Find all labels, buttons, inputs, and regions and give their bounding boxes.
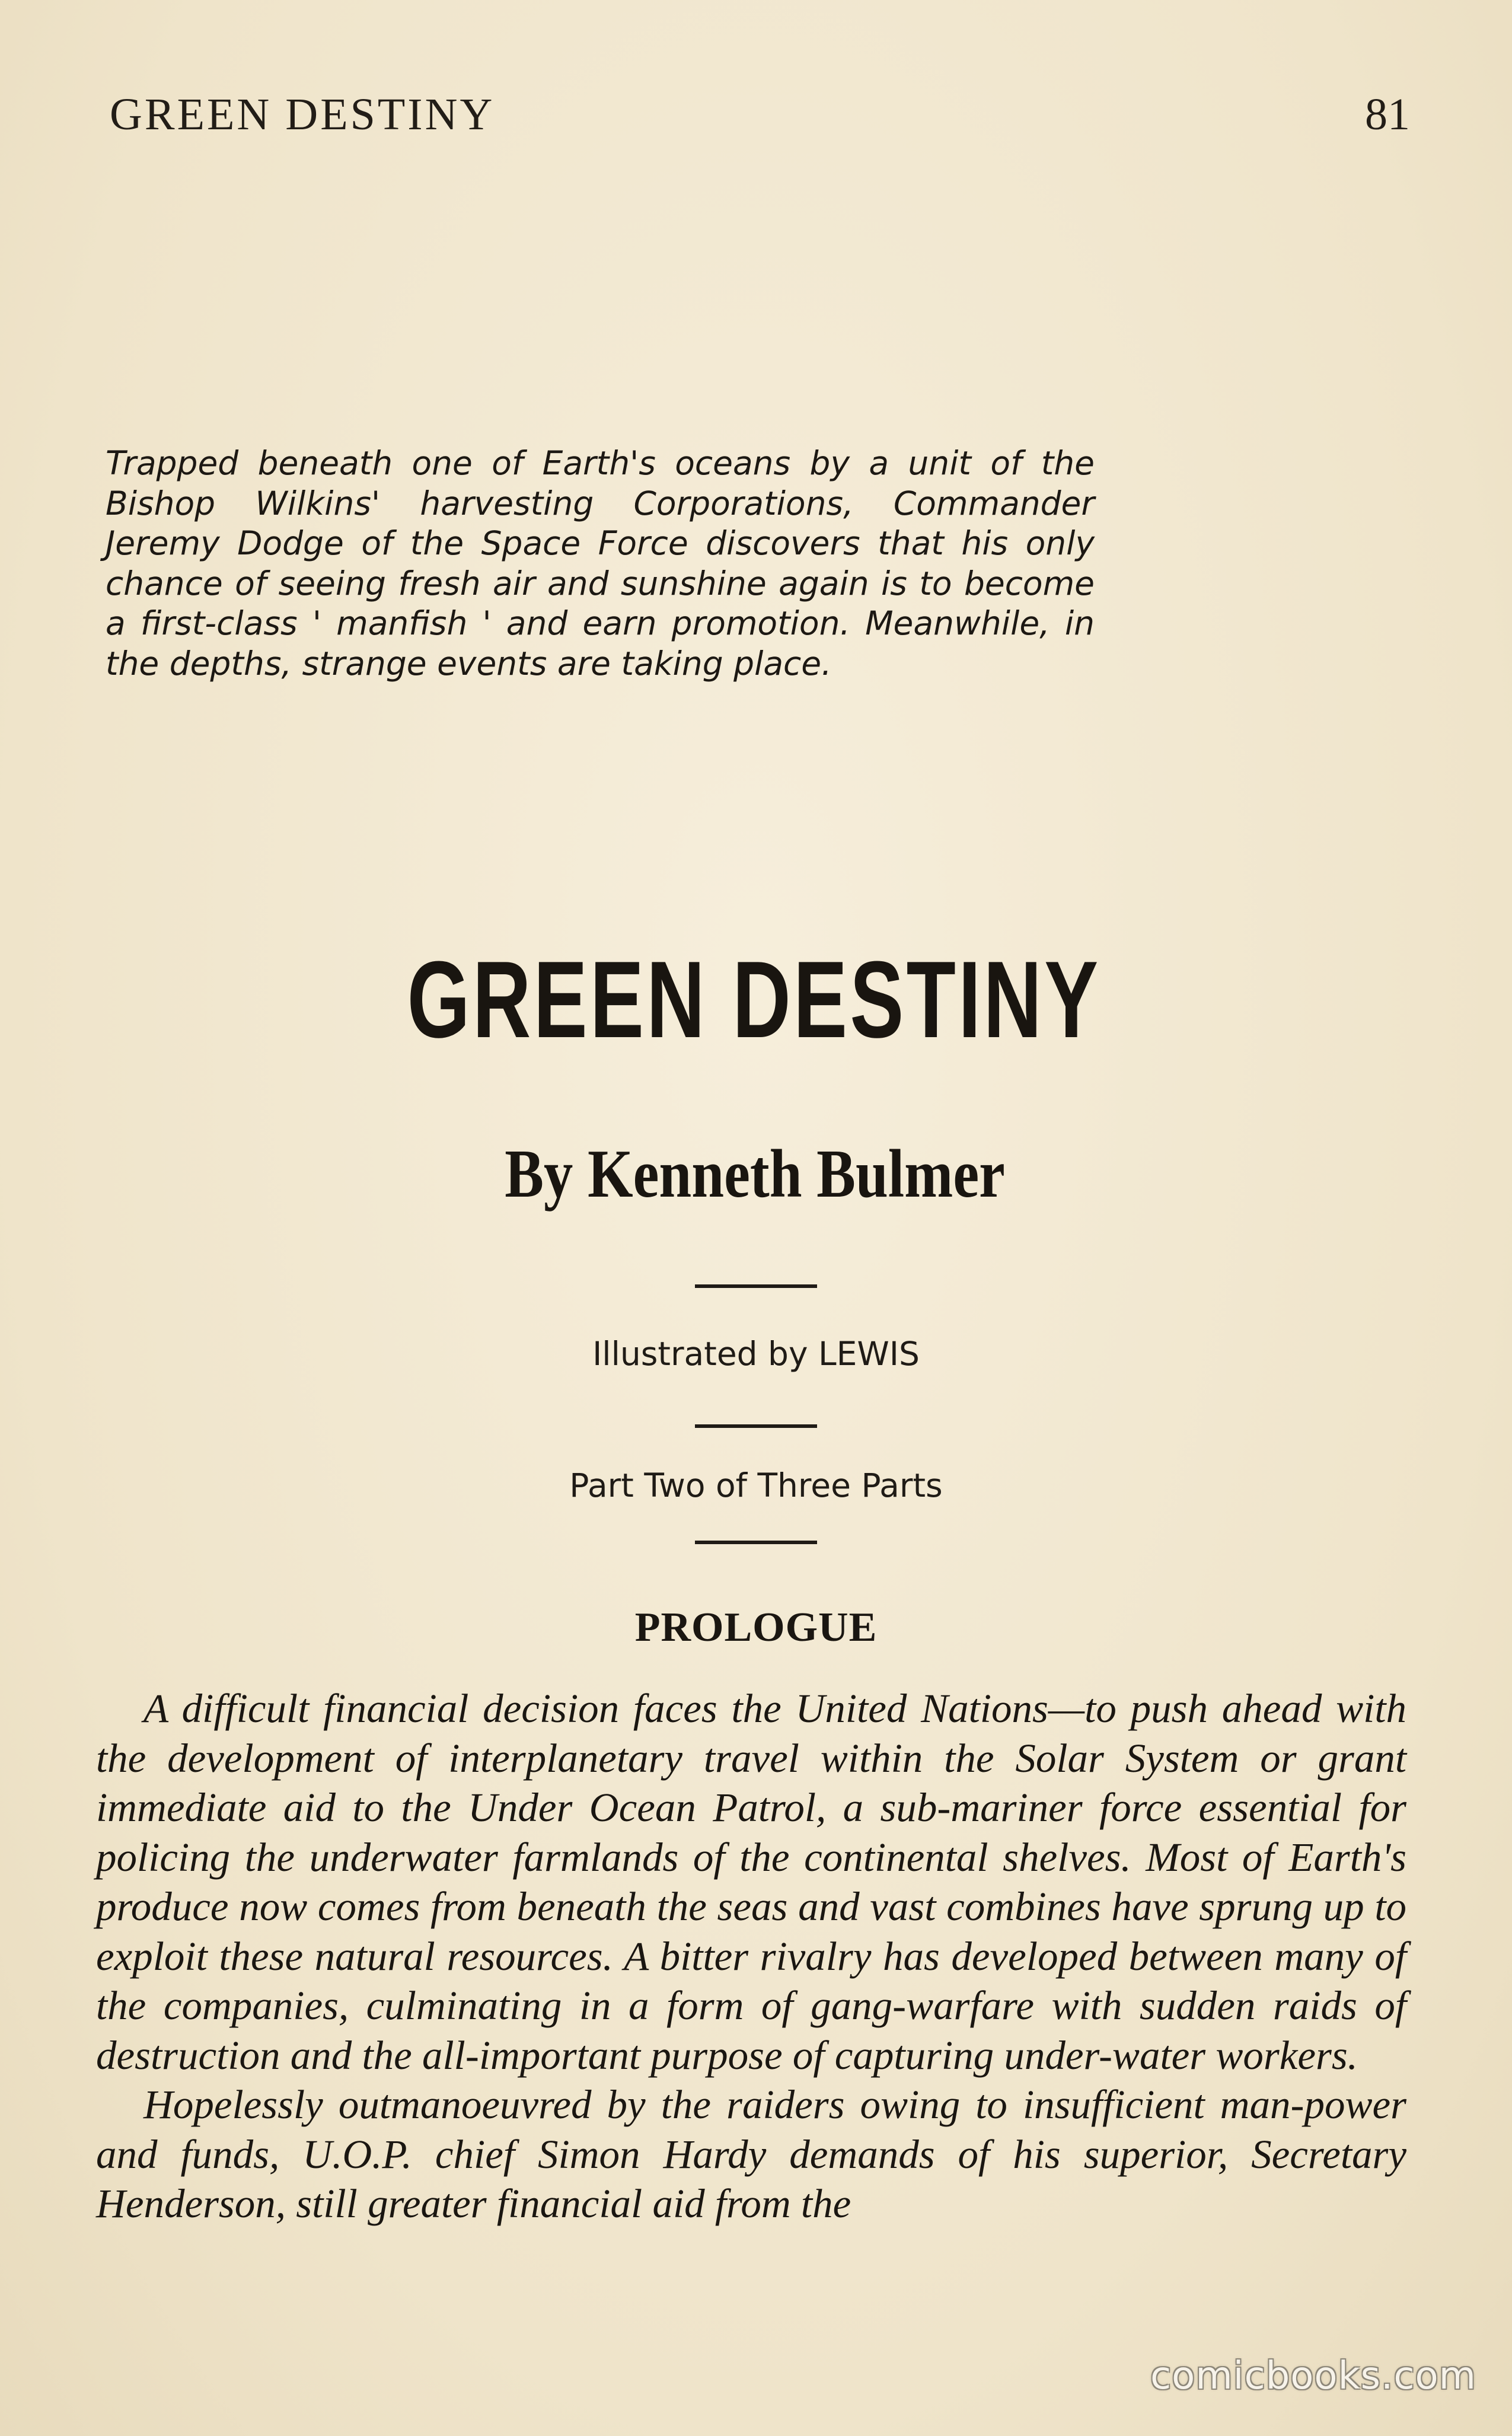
divider-rule	[695, 1284, 817, 1288]
running-title: GREEN DESTINY	[110, 90, 495, 139]
prologue-heading: PROLOGUE	[634, 1605, 878, 1650]
illustrator-credit: Illustrated by LEWIS	[592, 1335, 920, 1373]
story-synopsis: Trapped beneath one of Earth's oceans by a unit of the Bishop Wilkins' harvesting Corporations, Commander Jeremy Dodge of the Space Force discovers that his only chance of seeing fresh air and sunshine again is to become a first-class ' manfish ' and earn promotion. Meanwhile, in the depths, strange events are taking place.	[106, 444, 1095, 683]
divider-rule	[695, 1541, 817, 1544]
story-title: GREEN DESTINY	[407, 938, 1101, 1060]
prologue-paragraph: A difficult financial decision faces the United Nations—to push ahead with the development of interplanetary travel within the Solar System or grant immediate aid to the Under Ocean Patrol, a sub-mariner force essential for policing the underwater farmlands of the continental shelves. Most of Earth's produce now comes from beneath the seas and vast combines have sprung up to exploit these natural resources. A bitter rivalry has developed between many of the companies, culminating in a form of gang-warfare with sudden raids of destruction and the all-important purpose of capturing under-water workers.	[96, 1686, 1406, 2078]
part-indicator: Part Two of Three Parts	[569, 1466, 943, 1504]
prologue-paragraph: Hopelessly outmanoeuvred by the raiders owing to insufficient man-power and funds, U.O.P. chief Simon Hardy demands of his superior, Secretary Henderson, still greater financial aid from the	[96, 2082, 1406, 2226]
site-watermark: comicbooks.com	[1150, 2354, 1476, 2398]
page-number: 81	[1365, 90, 1410, 139]
divider-rule	[695, 1424, 817, 1428]
prologue-body	[96, 1684, 1406, 2229]
author-byline: By Kenneth Bulmer	[505, 1136, 1005, 1212]
